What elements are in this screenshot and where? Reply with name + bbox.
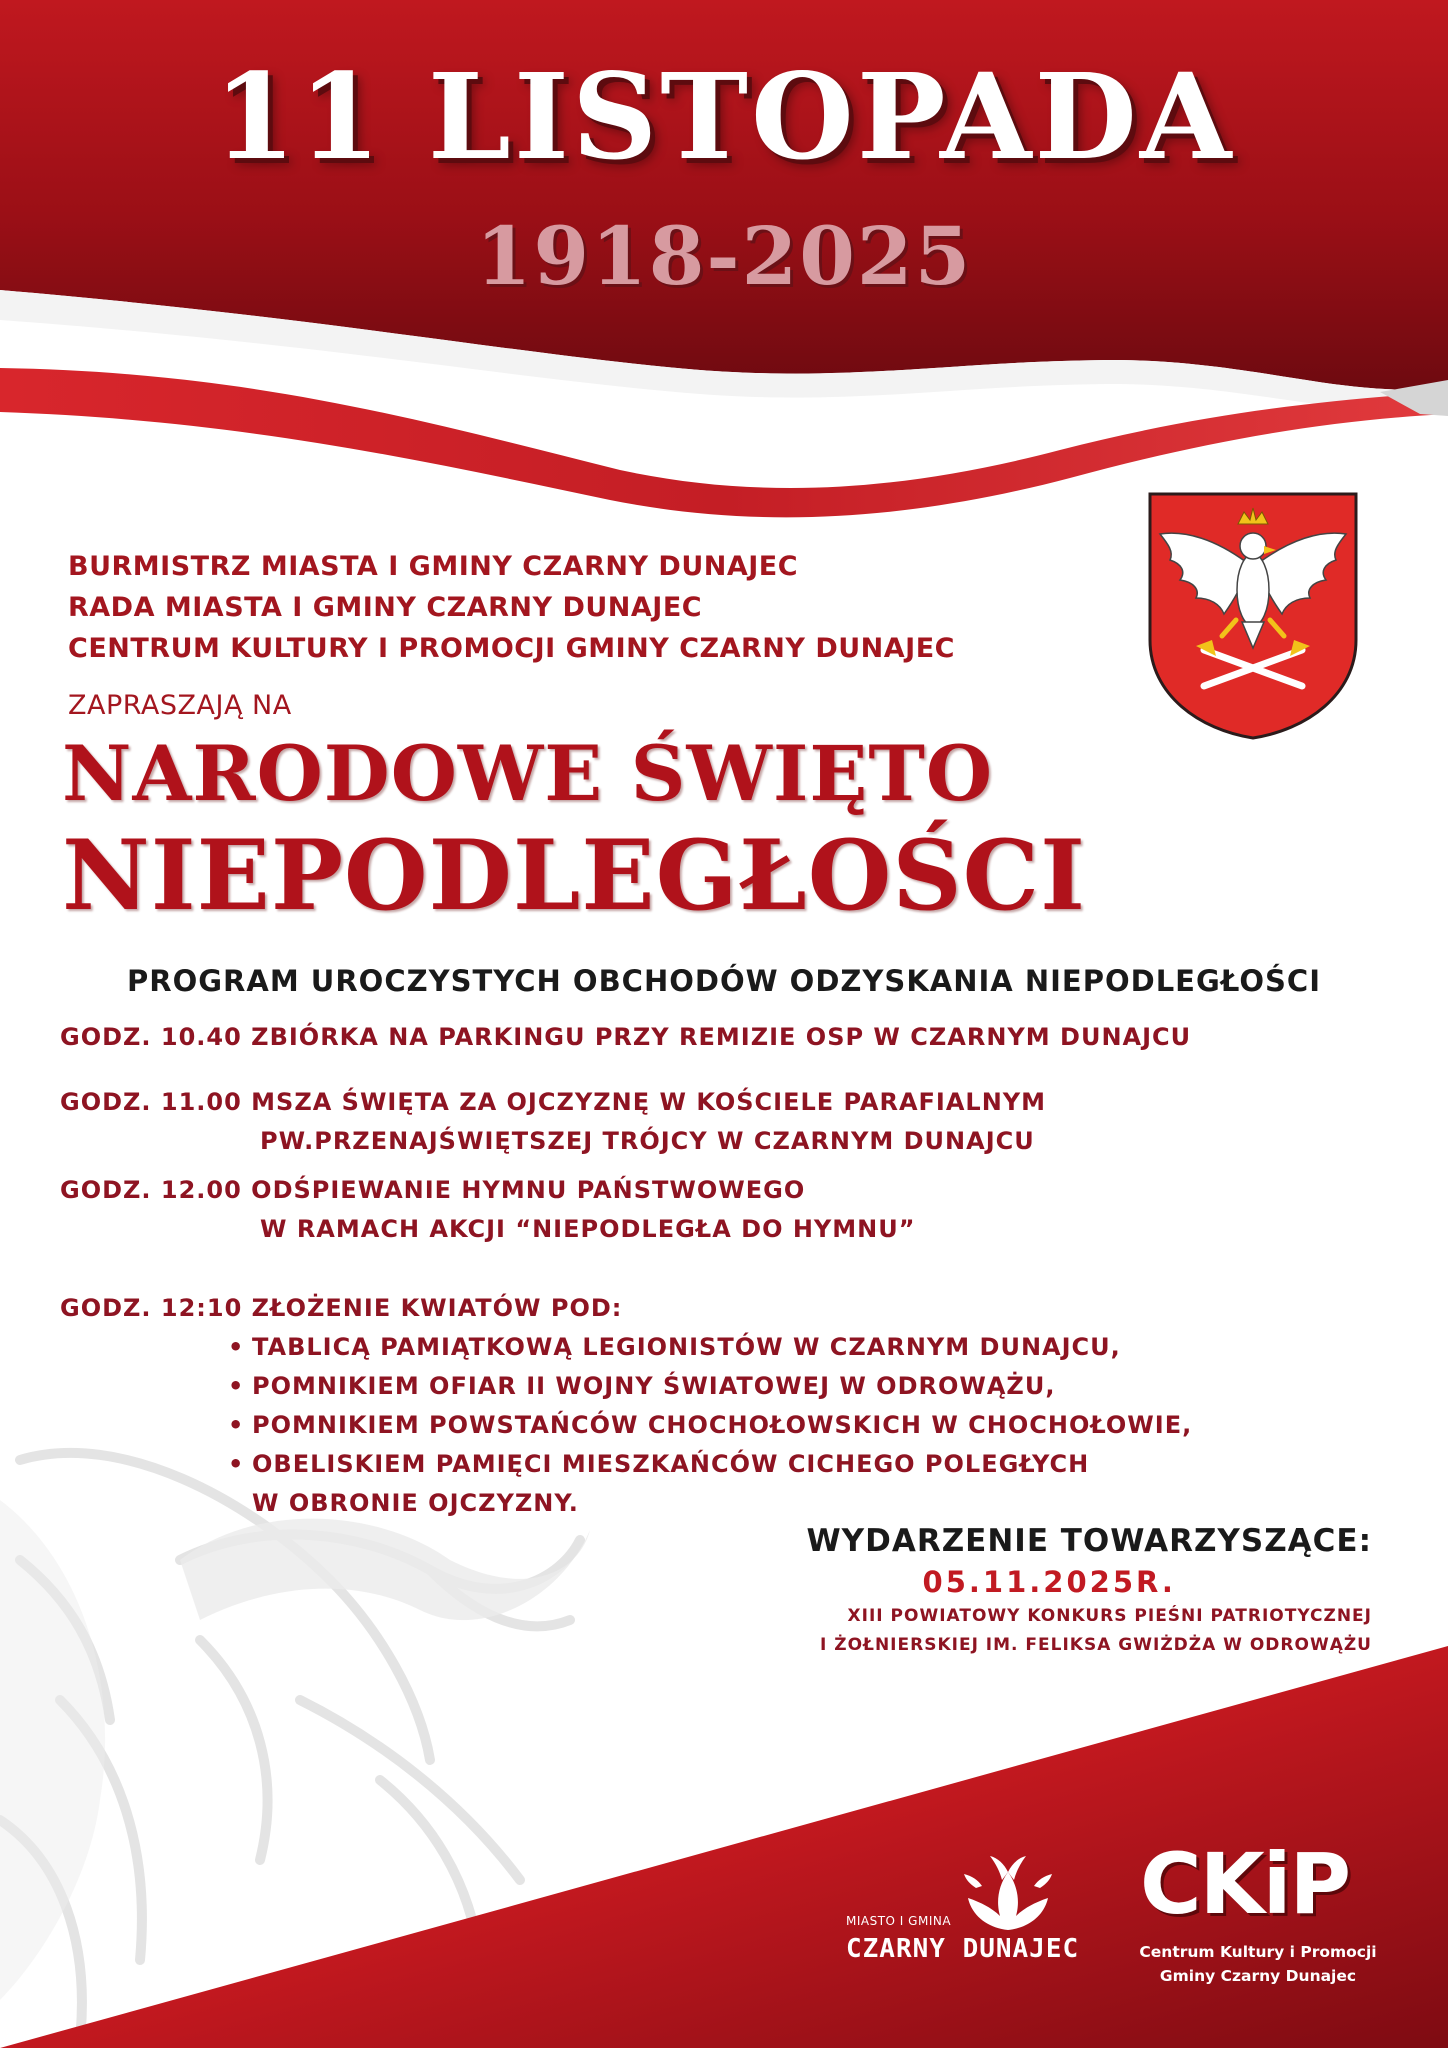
- schedule-entry-continuation: PW.PRZENAJŚWIĘTSZEJ TRÓJCY W CZARNYM DUNAJCU: [260, 1127, 1035, 1155]
- holiday-title-line-2: NIEPODLEGŁOŚCI: [62, 819, 1086, 932]
- municipality-logo: [846, 1850, 1080, 1980]
- schedule-entry: [60, 1083, 1400, 1161]
- flower-site-continuation: W OBRONIE OJCZYZNY.: [252, 1489, 579, 1517]
- organizers-list: [68, 546, 955, 669]
- holiday-title-line-1: NARODOWE ŚWIĘTO: [62, 729, 994, 818]
- municipality-logo-name: CZARNY DUNAJEC: [846, 1934, 1080, 1964]
- flower-logo-icon: [958, 1850, 1058, 1940]
- program-heading: PROGRAM UROCZYSTYCH OBCHODÓW ODZYSKANIA NIEPODLEGŁOŚCI: [127, 964, 1321, 998]
- schedule-entry-text: GODZ. 12:10 ZŁOŻENIE KWIATÓW POD:: [60, 1294, 623, 1322]
- ckip-logo: [1128, 1836, 1388, 1986]
- list-item: [222, 1328, 1400, 1367]
- accompanying-event-line: XIII POWIATOWY KONKURS PIEŚNI PATRIOTYCZNEJ: [847, 1606, 1372, 1626]
- flower-site-text: TABLICĄ PAMIĄTKOWĄ LEGIONISTÓW W CZARNYM DUNAJCU,: [252, 1333, 1121, 1361]
- accompanying-event-date: 05.11.2025R.: [922, 1565, 1176, 1599]
- flower-site-text: POMNIKIEM POWSTAŃCÓW CHOCHOŁOWSKICH W CHOCHOŁOWIE,: [252, 1411, 1193, 1439]
- schedule-entry: [60, 1289, 1400, 1328]
- schedule-entry-text: GODZ. 12.00 ODŚPIEWANIE HYMNU PAŃSTWOWEGO: [60, 1176, 806, 1204]
- ckip-logo-caption: [1128, 1940, 1388, 1988]
- holiday-title: [62, 728, 1362, 932]
- coat-of-arms-icon: [1146, 490, 1360, 740]
- organizer-line: CENTRUM KULTURY I PROMOCJI GMINY CZARNY DUNAJEC: [68, 633, 955, 664]
- ckip-logo-mark: CKiP: [1140, 1835, 1350, 1933]
- list-item: [222, 1406, 1400, 1445]
- schedule-entry-continuation: W RAMACH AKCJI “NIEPODLEGŁA DO HYMNU”: [260, 1215, 916, 1243]
- accompanying-event: [806, 1520, 1372, 1660]
- municipality-logo-subtitle: MIASTO I GMINA: [846, 1914, 952, 1928]
- schedule-entry-text: GODZ. 11.00 MSZA ŚWIĘTA ZA OJCZYZNĘ W KOŚCIELE PARAFIALNYM: [60, 1088, 1047, 1116]
- years-range: 1918-2025: [475, 209, 973, 303]
- schedule-entry-text: GODZ. 10.40 ZBIÓRKA NA PARKINGU PRZY REMIZIE OSP W CZARNYM DUNAJCU: [60, 1023, 1192, 1051]
- schedule-entry: [60, 1018, 1400, 1057]
- organizer-line: RADA MIASTA I GMINY CZARNY DUNAJEC: [68, 592, 703, 623]
- accompanying-event-line: I ŻOŁNIERSKIEJ IM. FELIKSA GWIŻDŻA W ODROWĄŻU: [820, 1635, 1372, 1655]
- list-item: [222, 1445, 1400, 1523]
- schedule: [60, 1018, 1400, 1523]
- flower-site-text: • OBELISKIEM PAMIĘCI MIESZKAŃCÓW CICHEGO POLEGŁYCH: [252, 1450, 1090, 1478]
- accompanying-event-heading: WYDARZENIE TOWARZYSZĄCE:: [806, 1523, 1372, 1559]
- page-title: 11 LISTOPADA: [213, 47, 1235, 186]
- ckip-logo-line: Gminy Czarny Dunajec: [1159, 1967, 1357, 1985]
- schedule-entry: [60, 1171, 1400, 1249]
- list-item: [222, 1367, 1400, 1406]
- flower-sites-list: [60, 1328, 1400, 1523]
- invite-text: ZAPRASZAJĄ NA: [68, 690, 292, 721]
- flower-site-text: POMNIKIEM OFIAR II WOJNY ŚWIATOWEJ W ODROWĄŻU,: [252, 1372, 1056, 1400]
- organizer-line: BURMISTRZ MIASTA I GMINY CZARNY DUNAJEC: [68, 551, 799, 582]
- ckip-logo-line: Centrum Kultury i Promocji: [1139, 1943, 1377, 1961]
